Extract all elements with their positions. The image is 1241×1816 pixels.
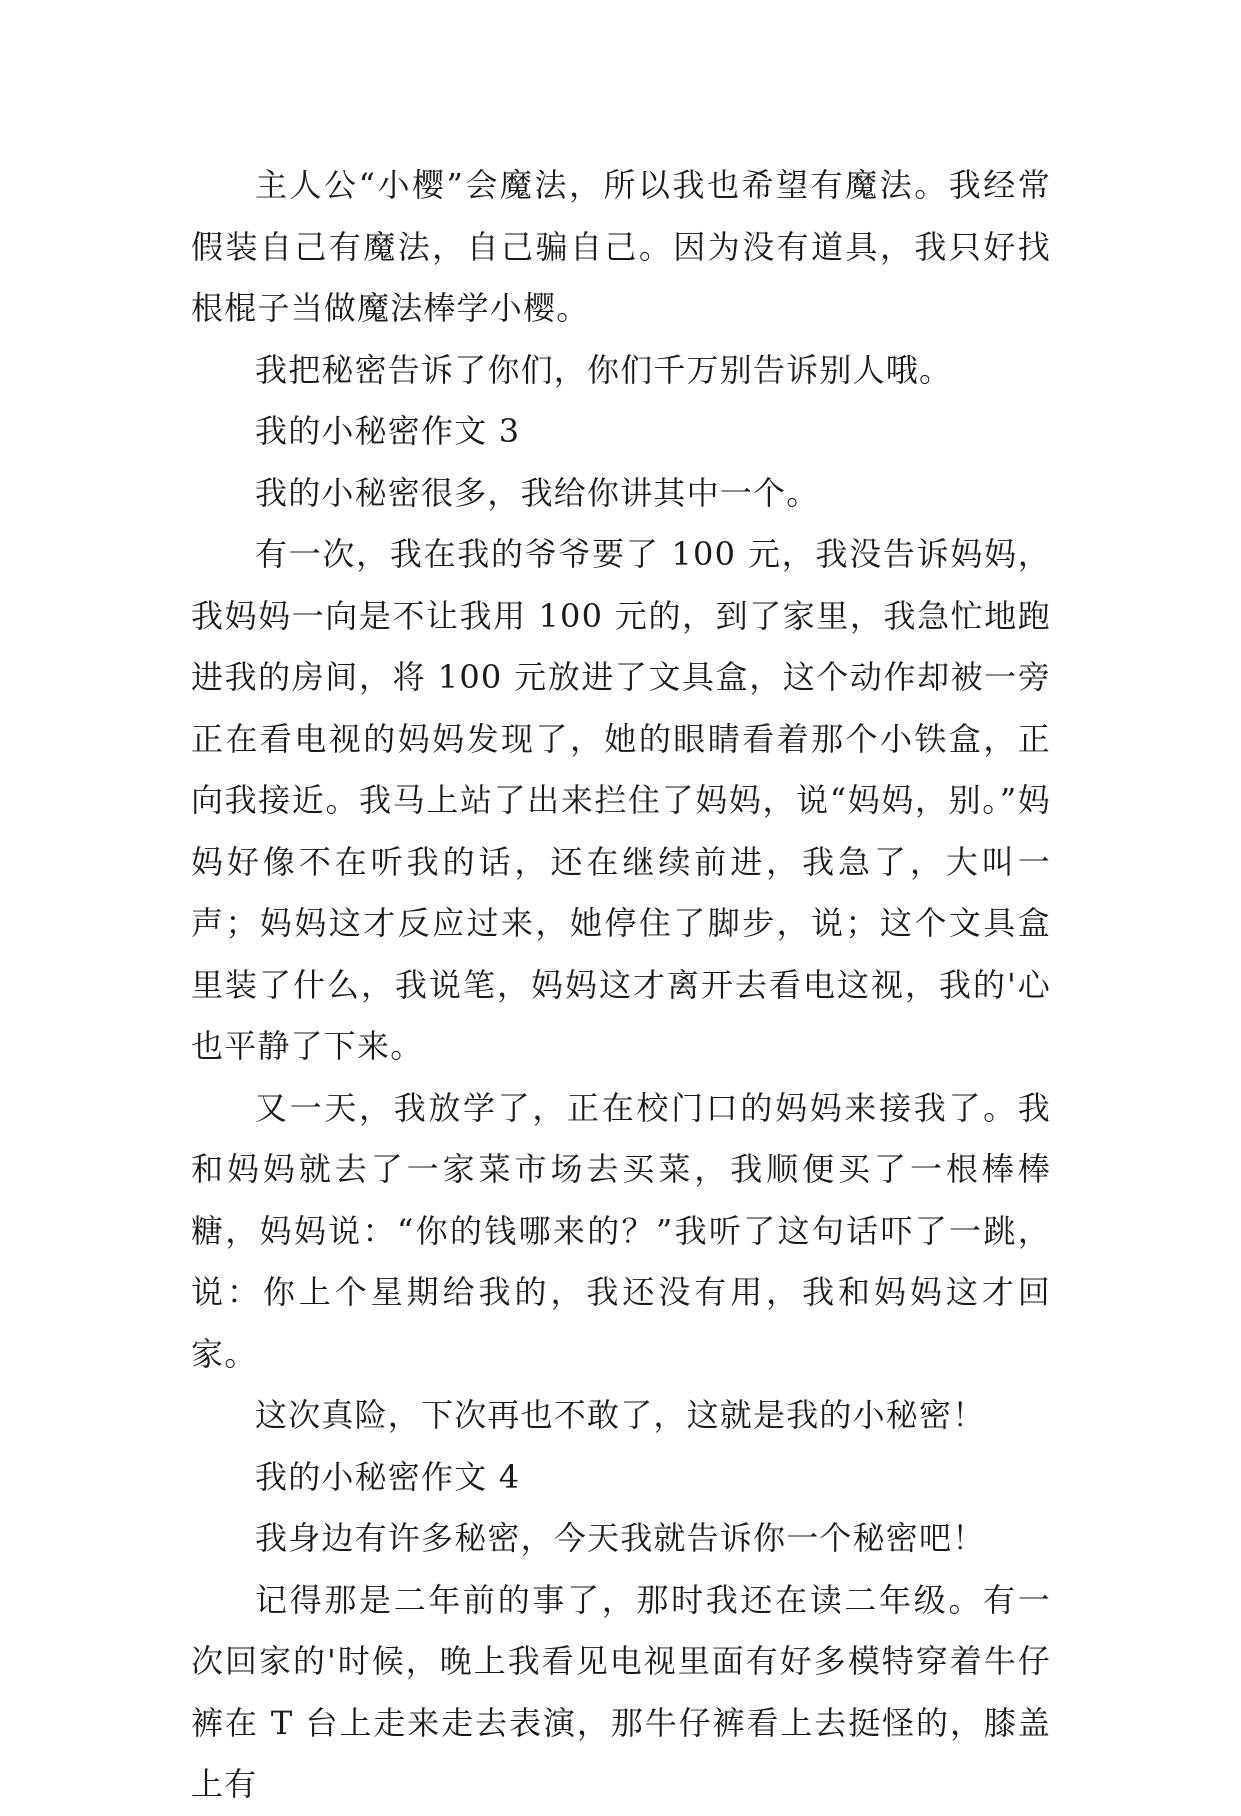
paragraph: 我的小秘密很多，我给你讲其中一个。: [255, 473, 820, 512]
paragraph: 我身边有许多秘密，今天我就告诉你一个秘密吧！: [255, 1519, 986, 1557]
paragraph: 记得那是二年前的事了，那时我还在读二年级。有一次回家的'时候，晚上我看见电视里面有好多模特穿着牛仔裤在 T 台上走来走去表演，那牛仔裤看上去挺怪的，膝盖上有: [191, 1580, 1051, 1803]
essay-heading: 我的小秘密作文 4: [255, 1457, 521, 1496]
paragraph: 这次真险，下次再也不敢了，这就是我的小秘密！: [255, 1396, 986, 1434]
paragraph: 又一天，我放学了，正在校门口的妈妈来接我了。我和妈妈就去了一家菜市场去买菜，我顺便买了一根棒棒糖，妈妈说：“你的钱哪来的？”我听了这句话吓了一跳，说：你上个星期给我的，我还没有用，我和妈妈这才回家。: [191, 1088, 1051, 1373]
essay-heading: 我的小秘密作文 3: [255, 412, 521, 450]
document-page: [191, 155, 1051, 1816]
paragraph: 有一次，我在我的爷爷要了 100 元，我没告诉妈妈，我妈妈一向是不让我用 100 元的，到了家里，我急忙地跑进我的房间，将 100 元放进了文具盒，这个动作却被一旁正在看电视的妈妈发现了，她的眼睛看着那个小铁盒，正向我接近。我马上站了出来拦住了妈妈，说“妈妈，别。”妈妈好像不在听我的话，还在继续前进，我急了，大叫一声；妈妈这才反应过来，她停住了脚步，说；这个文具盒里装了什么，我说笔，妈妈这才离开去看电这视，我的'心也平静了下来。: [191, 535, 1051, 1065]
paragraph: 主人公“小樱”会魔法，所以我也希望有魔法。我经常假装自己有魔法，自己骗自己。因为没有道具，我只好找根棍子当做魔法棒学小樱。: [191, 166, 1051, 327]
paragraph: 我把秘密告诉了你们，你们千万别告诉别人哦。: [255, 350, 953, 389]
